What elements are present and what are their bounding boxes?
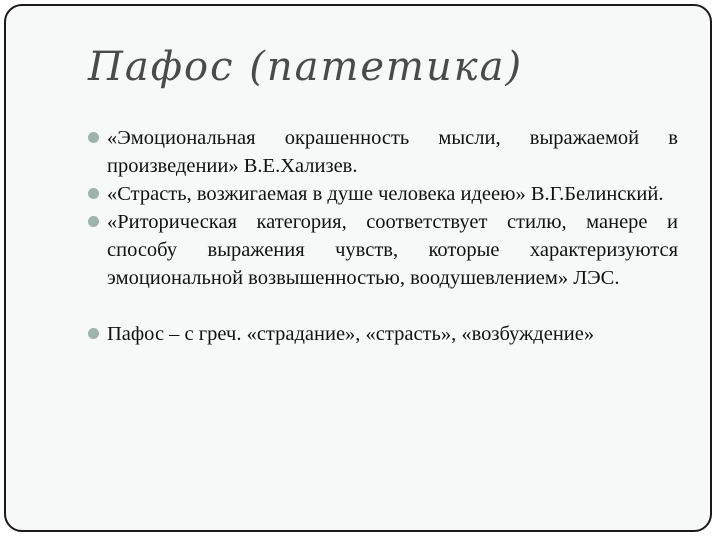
bullet-text-1: «Эмоциональная окрашенность мысли, выражаемой в произведении» В.Е.Хализев. <box>107 127 678 177</box>
circle-bullet-icon <box>88 216 99 227</box>
bullet-text-4: Пафос – с греч. «страдание», «страсть», «возбуждение» <box>107 323 595 345</box>
circle-bullet-icon <box>88 328 99 339</box>
bullet-item-4 <box>88 320 678 348</box>
bullet-item-2 <box>88 180 678 208</box>
bullet-list <box>88 124 678 348</box>
slide-frame <box>4 4 712 532</box>
circle-bullet-icon <box>88 188 99 199</box>
bullet-text-2: «Страсть, возжигаемая в душе человека идеею» В.Г.Белинский. <box>107 183 664 205</box>
slide-title: Пафос (патетика) <box>88 44 524 90</box>
bullet-text-3: «Риторическая категория, соответствует стилю, манере и способу выражения чувств, которые характеризуются эмоциональной возвышенностью, воодушевлением» ЛЭС. <box>107 211 678 289</box>
bullet-item-3 <box>88 208 678 292</box>
bullet-item-1 <box>88 124 678 180</box>
circle-bullet-icon <box>88 132 99 143</box>
